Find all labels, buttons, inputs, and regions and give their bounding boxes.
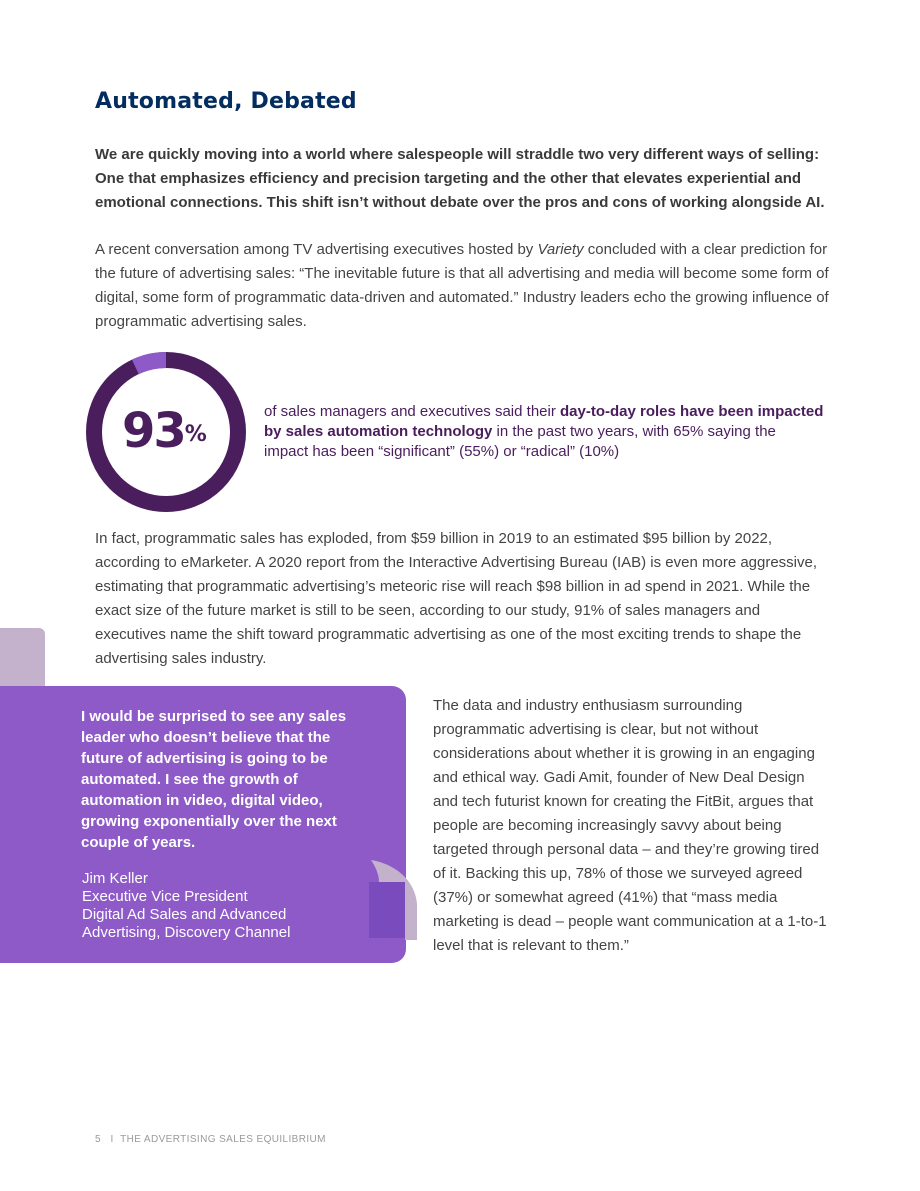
- stat-description: [264, 402, 824, 462]
- body1-text-end: concluded with a clear prediction for the future of advertising sales: “The inevitable future is that all advertising and media will become some form of digital, some form of programmatic data-driven and automated.” Industry leaders echo the growing influence of programmatic advertising sales.: [95, 241, 829, 330]
- lead-paragraph: We are quickly moving into a world where salespeople will straddle two very different ways of selling: One that emphasizes efficiency and precision targeting and the other that elevates experiential and emotional connections. This shift isn’t without debate over the pros and cons of working alongside AI.: [95, 146, 825, 211]
- pull-quote-text: I would be surprised to see any sales leader who doesn’t believe that the future of advertising is going to be automated. I see the growth of automation in video, digital video, growing exponentially over the next couple of years.: [81, 708, 347, 851]
- body-paragraph-variety: [95, 238, 830, 334]
- body-paragraph-ethics: The data and industry enthusiasm surrounding programmatic advertising is clear, but not without considerations about whether it is growing in an engaging and ethical way. Gadi Amit, founder of New Deal Design and tech futurist known for creating the FitBit, argues that people are becoming increasingly savvy about being targeted through personal data – and they’re growing tired of it. Backing this up, 78% of those we surveyed agreed (37%) or somewhat agreed (41%) that “mass media marketing is dead – people want communication at a 1-to-1 level that is relevant to them.”: [433, 697, 827, 954]
- stat-number: 93: [122, 403, 185, 459]
- footer-document-title: THE ADVERTISING SALES EQUILIBRIUM: [120, 1134, 326, 1145]
- page-number: 5: [95, 1134, 101, 1145]
- stat-text-bold: day-to-day roles have been impacted by sales automation technology: [264, 403, 824, 440]
- stat-unit: %: [184, 422, 207, 447]
- body-paragraph-programmatic: In fact, programmatic sales has exploded, from $59 billion in 2019 to an estimated $95 billion by 2022, according to eMarketer. A 2020 report from the Interactive Advertising Bureau (IAB) is even more aggressive, estimating that programmatic advertising’s meteoric rise will reach $98 billion in ad spend in 2021. While the exact size of the future market is still to be seen, according to our study, 91% of sales managers and executives name the shift toward programmatic advertising as one of the most exciting trends to shape the advertising sales industry.: [95, 530, 818, 667]
- page-title: Automated, Debated: [95, 89, 357, 114]
- quote-author-name: Jim Keller: [82, 870, 148, 887]
- stat-text-end: in the past two years, with 65% saying the impact has been “significant” (55%) or “radical” (10%): [264, 423, 776, 460]
- footer-separator: I: [110, 1134, 114, 1145]
- quote-author-role-line1: Executive Vice President: [82, 888, 248, 905]
- page-footer: [95, 1134, 326, 1145]
- variety-source: Variety: [537, 241, 584, 258]
- quote-author-role-line2: Digital Ad Sales and Advanced Advertising, Discovery Channel: [82, 906, 291, 941]
- quote-author-title: [82, 888, 342, 942]
- quote-mark-right-icon: [369, 860, 417, 940]
- stat-text-start: of sales managers and executives said their: [264, 403, 560, 420]
- body1-text-start: A recent conversation among TV advertising executives hosted by: [95, 241, 538, 258]
- stat-value: [122, 405, 207, 457]
